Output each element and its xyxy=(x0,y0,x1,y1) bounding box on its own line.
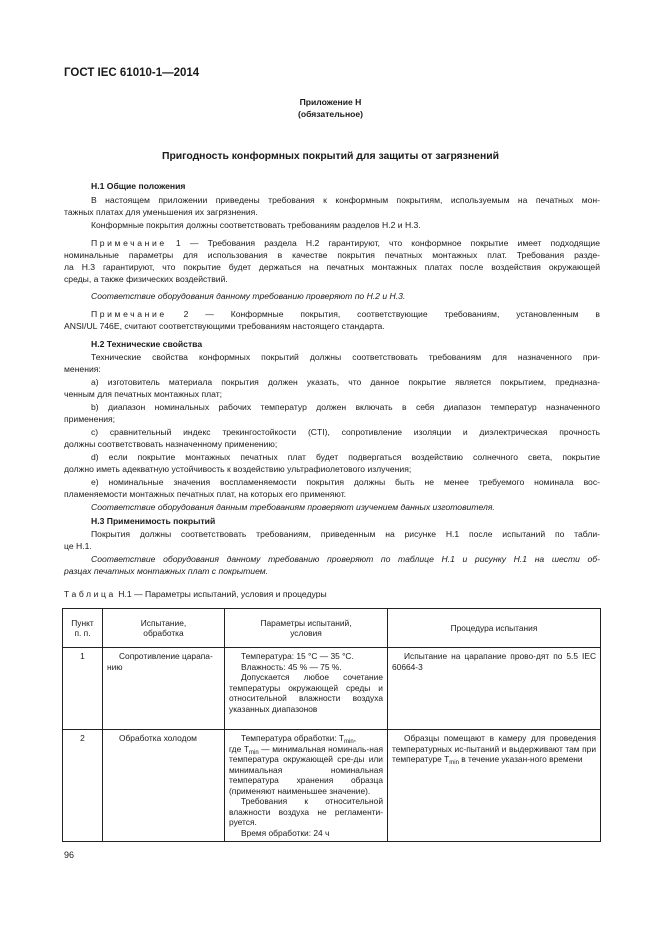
h2-item-b-line1: b) диапазон номинальных рабочих температур должен включать в себя диапазон температур назначенного xyxy=(91,402,600,412)
h1-note1-line1: Примечание 1 — Требования раздела H.2 гарантируют, что конформное покрытие имеет подходящие xyxy=(91,238,600,248)
header-item-number: Пункт п. п. xyxy=(63,609,103,648)
h1-note2-line2: ANSI/UL 746E, считают соответствующими требованиям настоящего стандарта. xyxy=(64,321,385,331)
row1-procedure: Испытание на царапание прово-дят по 5.5 IEC 60664-3 xyxy=(388,648,601,730)
table-row xyxy=(63,648,601,730)
h2-item-a-line1: a) изготовитель материала покрытия должен указать, что данное покрытие является покрытием, предназна- xyxy=(91,377,600,387)
row2-procedure: Образцы помещают в камеру для проведения температурных ис-пытаний и выдерживают там при температуре $T_{min}$ в течение указан-ного времени xyxy=(388,730,601,842)
h2-item-e-line2: пламеняемости монтажных печатных плат, на которых его применяют. xyxy=(64,489,347,499)
h2-item-a-line2: ченным для печатных монтажных плат; xyxy=(64,389,223,399)
section-h1-title: H.1 Общие положения xyxy=(91,181,186,191)
parameters-table xyxy=(62,608,601,842)
appendix-status: (обязательное) xyxy=(297,109,364,119)
h2-item-d-line2: должно иметь адекватную устойчивость к воздействию ультрафиолетового излучения; xyxy=(64,464,412,474)
h3-p1-line2: це H.1. xyxy=(64,541,92,551)
section-h2-title: H.2 Технические свойства xyxy=(91,339,203,349)
h2-item-c-line1: c) сравнительный индекс трекингостойкости (CTI), сопротивление изоляции и диэлектрическая прочность xyxy=(91,427,600,437)
h2-item-c-line2: должны соответствовать назначенному применению; xyxy=(64,439,278,449)
document-id: ГОСТ IEC 61010-1—2014 xyxy=(64,67,200,79)
h1-p2: Конформные покрытия должны соответствовать требованиям разделов H.2 и H.3. xyxy=(91,220,421,230)
h1-note1-line2: номинальные параметры для использования в качестве покрытия печатных монтажных плат. Требования разде- xyxy=(64,250,600,260)
table-row xyxy=(63,730,601,842)
row2-parameters: Температура обработки: $T_{min}$, где $T_{min}$ — минимальная номиналь-ная температура окружающей сре-ды или минимальная номинальная температура хранения образца (применяют наименьшее значение). Требования к относительной влажности воздуха не регламенти-руется. Время обработки: 24 ч xyxy=(225,730,388,842)
note-label: Примечание xyxy=(91,238,167,248)
h1-p1-line2: тажных платах для уменьшения их загрязнения. xyxy=(64,207,258,217)
h2-item-b-line2: применения; xyxy=(64,414,116,424)
h3-compliance-line1: Соответствие оборудования данному требованию проверяют по таблице H.1 и рисунку H.1 на шести об- xyxy=(91,554,600,564)
h2-intro-line1: Технические свойства конформных покрытий должны соответствовать требованиям для назначенного при- xyxy=(91,352,600,362)
section-h3-title: H.3 Применимость покрытий xyxy=(91,516,216,526)
h2-compliance: Соответствие оборудования данным требованиям проверяют изучением данных изготовителя. xyxy=(91,502,495,512)
row2-test: Обработка холодом xyxy=(103,730,225,842)
header-procedure: Процедура испытания xyxy=(388,609,601,648)
header-test: Испытание, обработка xyxy=(103,609,225,648)
table-caption: Таблица H.1 — Параметры испытаний, условия и процедуры xyxy=(64,589,327,599)
h2-item-e-line1: e) номинальные значения воспламеняемости покрытия должны быть не менее требуемого номинала вос- xyxy=(91,477,600,487)
h1-note1-line4: среды, а также физических воздействий. xyxy=(64,274,228,284)
h1-p1-line1: В настоящем приложении приведены требования к конформным покрытиям, используемым на печатных мон- xyxy=(91,195,600,205)
row1-parameters: Температура: 15 °C — 35 °C. Влажность: 45 % — 75 %. Допускается любое сочетание температуры окружающей среды и относительной влажности воздуха указанных диапазонов xyxy=(225,648,388,730)
h3-compliance-line2: разцах печатных монтажных плат с покрытием. xyxy=(64,566,269,576)
h1-note2-line1: Примечание 2 — Конформные покрытия, соответствующие требованиям, установленным в xyxy=(91,309,600,319)
header-parameters: Параметры испытаний, условия xyxy=(225,609,388,648)
table-header-row xyxy=(63,609,601,648)
note-label: Примечание xyxy=(91,309,167,319)
h1-note1-line3: ла H.3 гарантируют, что покрытие будет держаться на печатных монтажных платах после воздействия окружающей xyxy=(64,262,600,272)
h2-item-d-line1: d) если покрытие монтажных печатных плат будет подвергаться воздействию солнечного света, покрытие xyxy=(91,452,600,462)
h3-p1-line1: Покрытия должны соответствовать требованиям, приведенным на рисунке H.1 после испытаний по табли- xyxy=(91,529,600,539)
appendix-title: Приложение H xyxy=(299,97,362,107)
row1-test: Сопротивление царапа-нию xyxy=(103,648,225,730)
row2-number: 2 xyxy=(63,730,103,842)
main-title: Пригодность конформных покрытий для защиты от загрязнений xyxy=(161,151,500,162)
page-number: 96 xyxy=(64,850,75,860)
row1-number: 1 xyxy=(63,648,103,730)
h1-compliance: Соответствие оборудования данному требованию проверяют по H.2 и H.3. xyxy=(91,291,406,301)
h2-intro-line2: менения: xyxy=(64,364,101,374)
